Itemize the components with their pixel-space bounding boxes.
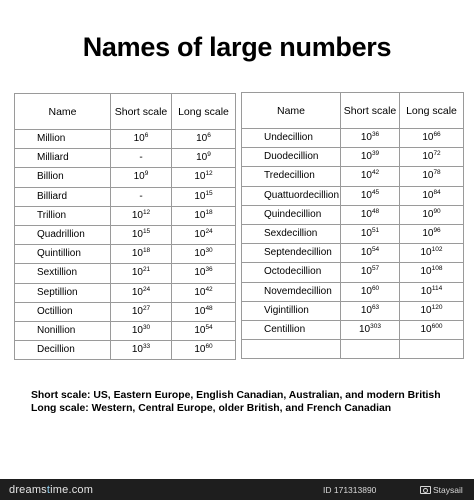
power-exponent: 66 [433, 131, 441, 139]
brand-text-pre: dreams [9, 484, 47, 496]
power-base: 10 [194, 286, 206, 298]
table-row [242, 205, 464, 224]
power-exponent: 57 [371, 265, 380, 273]
table-header-row [15, 94, 236, 130]
header-short-scale: Short scale [111, 94, 172, 130]
power-base: 10 [194, 190, 206, 202]
power-exponent: 84 [433, 188, 441, 196]
long-scale-value [400, 186, 464, 205]
long-scale-value [400, 129, 464, 148]
power-base: 10 [196, 133, 208, 145]
long-scale-value [400, 301, 464, 320]
table-row [15, 187, 236, 206]
long-scale-value [400, 244, 464, 263]
power-base: 10 [194, 324, 206, 336]
power-base: 10 [422, 151, 434, 163]
short-scale-value [111, 283, 172, 302]
brand-text-mark: t [46, 484, 51, 496]
long-scale-value [400, 205, 464, 224]
long-scale-value [172, 206, 236, 225]
number-name: Quindecillion [242, 205, 341, 224]
number-name: Sextillion [15, 264, 111, 283]
short-scale-value [341, 186, 400, 205]
power-exponent: 36 [205, 266, 213, 274]
power-exponent: 24 [142, 285, 151, 293]
long-scale-value [172, 264, 236, 283]
table-row [15, 302, 236, 321]
table-row [242, 148, 464, 167]
brand-logo [9, 484, 93, 496]
table-header-row [242, 93, 464, 129]
power-exponent: 108 [431, 265, 443, 273]
power-base: 10 [360, 228, 372, 240]
short-scale-value [341, 167, 400, 186]
short-scale-value [111, 130, 172, 149]
number-name: Octodecillion [242, 263, 341, 282]
table-row [15, 321, 236, 340]
long-scale-value [172, 245, 236, 264]
short-scale-value [111, 264, 172, 283]
power-base: 10 [131, 248, 143, 260]
number-name: Septendecillion [242, 244, 341, 263]
power-base: 10 [360, 132, 372, 144]
header-name: Name [242, 93, 341, 129]
power-exponent: 6 [144, 132, 149, 140]
power-base: 10 [360, 170, 372, 182]
power-exponent: 6 [207, 132, 211, 140]
number-name: Billion [15, 168, 111, 187]
power-exponent: 48 [371, 207, 380, 215]
image-id: ID 171313890 [323, 485, 377, 495]
long-scale-value [172, 225, 236, 244]
number-name: Undecillion [242, 129, 341, 148]
long-scale-value [172, 341, 236, 360]
short-scale-value [111, 168, 172, 187]
number-name: Septillion [15, 283, 111, 302]
table-row [15, 225, 236, 244]
number-name: Vigintillion [242, 301, 341, 320]
power-base: 10 [422, 132, 434, 144]
power-exponent: 54 [205, 323, 213, 331]
table-row [15, 341, 236, 360]
power-exponent: 63 [371, 303, 380, 311]
photo-credit [420, 485, 463, 495]
header-short-scale: Short scale [341, 93, 400, 129]
power-exponent: 120 [431, 303, 443, 311]
number-name: Quadrillion [15, 225, 111, 244]
camera-icon [420, 486, 431, 494]
power-exponent: 24 [205, 228, 213, 236]
scale-notes [31, 389, 461, 415]
table-row [242, 282, 464, 301]
header-name: Name [15, 94, 111, 130]
table-row [242, 301, 464, 320]
long-scale-value [400, 148, 464, 167]
power-exponent: 33 [142, 343, 151, 351]
number-name [242, 340, 341, 359]
table-row [15, 130, 236, 149]
table-row [242, 340, 464, 359]
power-exponent: 18 [205, 208, 213, 216]
power-exponent: 96 [433, 227, 441, 235]
short-scale-value [341, 205, 400, 224]
power-base: 10 [131, 286, 143, 298]
power-exponent: 36 [371, 131, 380, 139]
long-scale-value [172, 187, 236, 206]
power-base: 10 [420, 304, 432, 316]
page-title: Names of large numbers [82, 32, 392, 62]
power-exponent: 51 [371, 227, 380, 235]
short-scale-value [111, 302, 172, 321]
power-exponent: 102 [431, 246, 443, 254]
table-row [242, 186, 464, 205]
left-table [14, 93, 236, 360]
power-base: 10 [422, 228, 434, 240]
power-exponent: 9 [207, 151, 211, 159]
power-base: 10 [194, 248, 206, 260]
power-exponent: 30 [142, 323, 151, 331]
power-exponent: 72 [433, 150, 441, 158]
power-exponent: 48 [205, 304, 213, 312]
power-exponent: 39 [371, 150, 380, 158]
number-name: Milliard [15, 149, 111, 168]
power-base: 10 [360, 247, 372, 259]
short-scale-value [111, 206, 172, 225]
header-long-scale: Long scale [172, 94, 236, 130]
power-base: 10 [360, 189, 372, 201]
power-base: 10 [131, 267, 143, 279]
power-exponent: 60 [205, 343, 213, 351]
short-scale-value [341, 263, 400, 282]
power-base: 10 [131, 209, 143, 221]
power-exponent: 15 [205, 189, 213, 197]
number-name: Million [15, 130, 111, 149]
power-base: 10 [420, 323, 432, 335]
right-table [241, 92, 464, 359]
short-scale-note: Short scale: US, Eastern Europe, English Canadian, Australian, and modern British [31, 390, 441, 401]
power-exponent: 21 [142, 266, 151, 274]
table-row [242, 263, 464, 282]
power-exponent: 600 [431, 322, 443, 330]
power-exponent: 27 [142, 304, 151, 312]
power-base: 10 [420, 266, 432, 278]
long-scale-value [172, 283, 236, 302]
power-base: 10 [194, 209, 206, 221]
table-row [242, 244, 464, 263]
long-scale-value [400, 224, 464, 243]
power-exponent: 42 [205, 285, 213, 293]
table-row [15, 149, 236, 168]
power-base: 10 [420, 247, 432, 259]
header-long-scale: Long scale [400, 93, 464, 129]
table-row [15, 206, 236, 225]
number-name: Quintillion [15, 245, 111, 264]
power-base: 10 [194, 305, 206, 317]
short-scale-value [341, 148, 400, 167]
power-exponent: 12 [205, 170, 213, 178]
power-base: 10 [360, 151, 372, 163]
power-base: 10 [422, 189, 434, 201]
table-row [15, 245, 236, 264]
number-name: Novemdecillion [242, 282, 341, 301]
power-base: 10 [133, 133, 145, 145]
power-exponent: 42 [371, 169, 380, 177]
number-name: Trillion [15, 206, 111, 225]
power-exponent: 45 [371, 188, 380, 196]
power-base: 10 [131, 305, 143, 317]
power-base: 10 [360, 304, 372, 316]
short-scale-value [111, 341, 172, 360]
long-scale-note: Long scale: Western, Central Europe, older British, and French Canadian [31, 403, 392, 414]
number-name: Centillion [242, 320, 341, 339]
power-base: 10 [360, 285, 372, 297]
number-name: Decillion [15, 341, 111, 360]
number-name: Quattuordecillion [242, 186, 341, 205]
power-base: 10 [131, 229, 143, 241]
power-base: 10 [194, 267, 206, 279]
short-scale-value [341, 301, 400, 320]
short-scale-value [111, 321, 172, 340]
power-exponent: 30 [205, 247, 213, 255]
power-base: 10 [194, 344, 206, 356]
power-base: 10 [194, 229, 206, 241]
power-exponent: 78 [433, 169, 441, 177]
brand-text-post: ime.com [50, 484, 94, 496]
number-name: Sexdecillion [242, 224, 341, 243]
short-scale-value [341, 224, 400, 243]
power-exponent: 54 [371, 246, 380, 254]
short-scale-value [341, 282, 400, 301]
power-base: 10 [133, 171, 145, 183]
short-scale-value [341, 320, 400, 339]
number-name: Octillion [15, 302, 111, 321]
long-scale-value [400, 340, 464, 359]
short-scale-value [111, 225, 172, 244]
power-exponent: 114 [431, 284, 443, 292]
table-row [15, 283, 236, 302]
power-exponent: 90 [433, 207, 441, 215]
power-exponent: 15 [142, 228, 151, 236]
watermark-footer [0, 479, 474, 500]
long-scale-value [172, 321, 236, 340]
long-scale-value [172, 302, 236, 321]
long-scale-value [172, 130, 236, 149]
table-row [15, 168, 236, 187]
power-base: 10 [196, 152, 208, 164]
table-row [242, 224, 464, 243]
power-exponent: 60 [371, 284, 380, 292]
table-row [242, 320, 464, 339]
power-base: 10 [422, 208, 434, 220]
power-exponent: 18 [142, 247, 151, 255]
long-scale-value [400, 167, 464, 186]
power-base: 10 [359, 323, 371, 335]
table-row [242, 167, 464, 186]
power-base: 10 [420, 285, 432, 297]
power-exponent: 303 [370, 322, 381, 330]
number-name: Billiard [15, 187, 111, 206]
power-base: 10 [131, 324, 143, 336]
power-base: 10 [131, 344, 143, 356]
credit-name: Staysail [433, 485, 463, 495]
power-base: 10 [194, 171, 206, 183]
short-scale-value [341, 340, 400, 359]
short-scale-value [111, 245, 172, 264]
power-base: 10 [360, 208, 372, 220]
table-row [15, 264, 236, 283]
long-scale-value [400, 282, 464, 301]
short-scale-value [341, 129, 400, 148]
short-scale-value [341, 244, 400, 263]
power-base: 10 [360, 266, 372, 278]
long-scale-value [172, 168, 236, 187]
number-name: Nonillion [15, 321, 111, 340]
long-scale-value [400, 263, 464, 282]
power-exponent: 12 [142, 208, 151, 216]
number-name: Tredecillion [242, 167, 341, 186]
long-scale-value [400, 320, 464, 339]
long-scale-value [172, 149, 236, 168]
table-row [242, 129, 464, 148]
power-base: 10 [422, 170, 434, 182]
number-name: Duodecillion [242, 148, 341, 167]
short-scale-value: - [111, 187, 172, 206]
short-scale-value: - [111, 149, 172, 168]
power-exponent: 9 [144, 170, 149, 178]
